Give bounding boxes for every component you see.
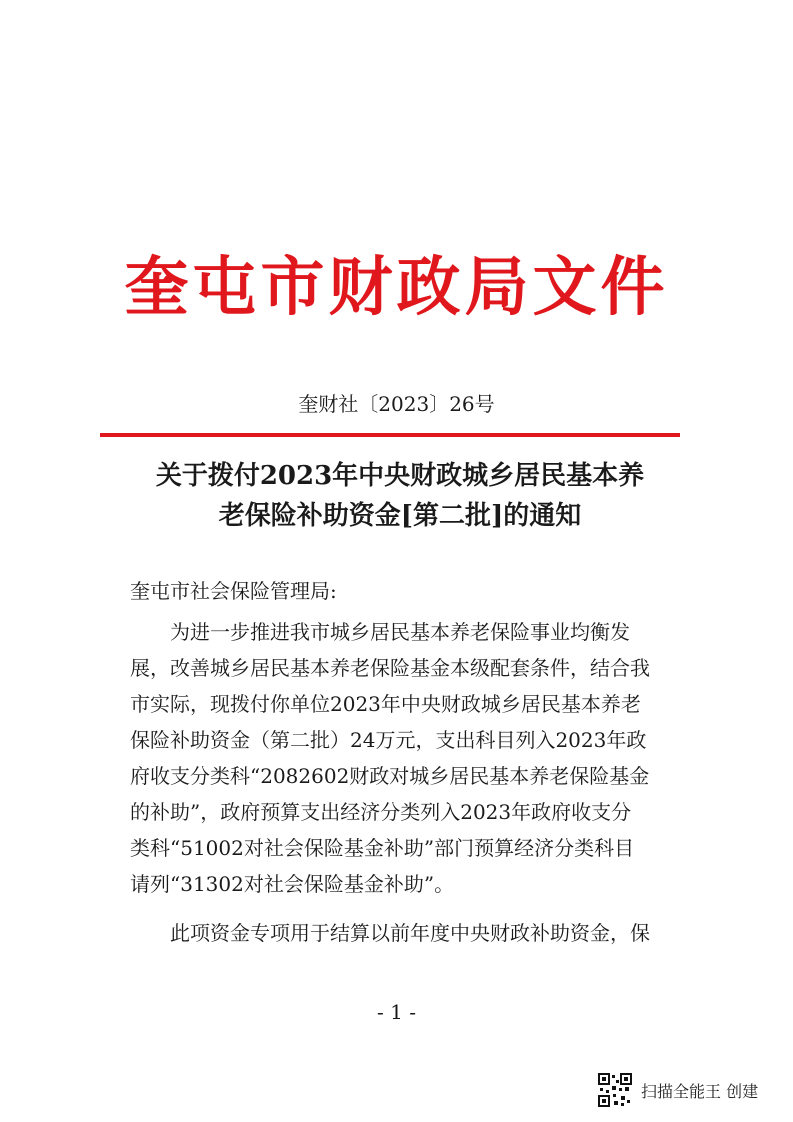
- paragraph-line: 请列“31302对社会保险基金补助”。: [130, 872, 455, 896]
- paragraph-line: 类科“51002对社会保险基金补助”部门预算经济分类科目: [130, 836, 635, 860]
- paragraph-line: 府收支分类科“2082602财政对城乡居民基本养老保险基金: [130, 764, 650, 788]
- paragraph-line: 展，改善城乡居民基本养老保险基金本级配套条件，结合我: [130, 656, 650, 680]
- paragraph-line: 市实际，现拨付你单位2023年中央财政城乡居民基本养老: [130, 692, 641, 716]
- paragraph-line: 此项资金专项用于结算以前年度中央财政补助资金，保: [170, 921, 650, 945]
- addressee: 奎屯市社会保险管理局:: [130, 579, 337, 603]
- document-number: 奎财社〔2023〕26号: [298, 392, 495, 416]
- paragraph-line: 的补助”，政府预算支出经济分类列入2023年政府收支分: [130, 800, 632, 824]
- body-paragraph-1: [130, 614, 690, 902]
- red-divider: [100, 433, 680, 437]
- notice-title-line-2: 老保险补助资金[第二批]的通知: [218, 501, 582, 531]
- scanner-label: 扫描全能王 创建: [641, 1081, 759, 1101]
- paragraph-line: 为进一步推进我市城乡居民基本养老保险事业均衡发: [170, 620, 630, 644]
- agency-title: 奎屯市财政局文件: [124, 251, 669, 325]
- body-paragraph-2: [130, 915, 690, 951]
- scanner-watermark: [597, 1070, 758, 1110]
- notice-title: [60, 456, 740, 536]
- notice-title-line-1: 关于拨付2023年中央财政城乡居民基本养: [155, 461, 645, 491]
- paragraph-line: 保险补助资金（第二批）24万元，支出科目列入2023年政: [130, 728, 647, 752]
- page-number: - 1 -: [377, 1000, 416, 1024]
- qr-code-icon: [597, 1072, 633, 1108]
